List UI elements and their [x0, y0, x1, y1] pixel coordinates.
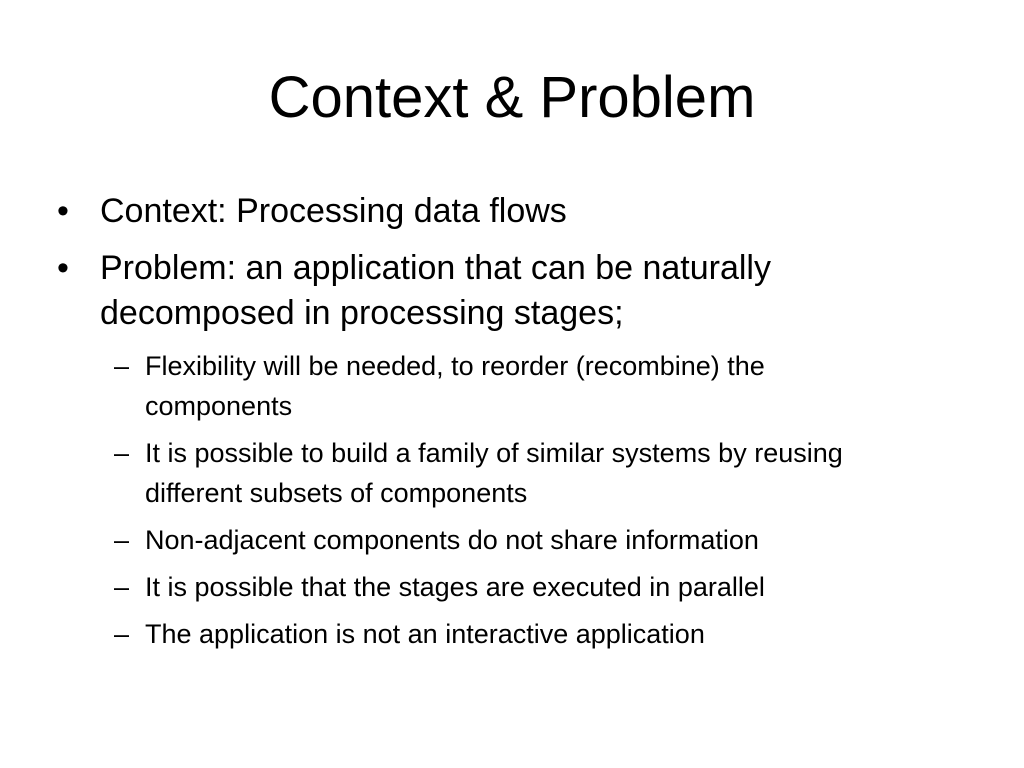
bullet-item [57, 246, 957, 336]
subbullet-marker: – [114, 351, 130, 381]
bullet-item [57, 189, 957, 234]
subbullet-text: Non-adjacent components do not share information [145, 525, 759, 555]
subbullet-marker: – [114, 438, 130, 468]
subbullet-marker: – [114, 525, 130, 555]
bullet-marker: • [57, 249, 69, 287]
bullet-text: Context: Processing data flows [100, 192, 567, 230]
subbullet-item [114, 346, 914, 426]
slide-title: Context & Problem [268, 65, 756, 130]
subbullet-item [114, 567, 914, 607]
subbullet-item [114, 614, 914, 654]
subbullet-text: It is possible to build a family of similar systems by reusing different subsets of components [145, 438, 843, 508]
subbullet-item [114, 433, 914, 513]
subbullet-text: Flexibility will be needed, to reorder (recombine) the components [145, 351, 765, 421]
subbullet-marker: – [114, 619, 130, 649]
subbullet-marker: – [114, 572, 130, 602]
subbullet-item [114, 520, 914, 560]
subbullet-text: It is possible that the stages are executed in parallel [145, 572, 765, 602]
subbullet-text: The application is not an interactive application [145, 619, 705, 649]
bullet-text: Problem: an application that can be naturally decomposed in processing stages; [100, 249, 771, 332]
bullet-marker: • [57, 192, 69, 230]
